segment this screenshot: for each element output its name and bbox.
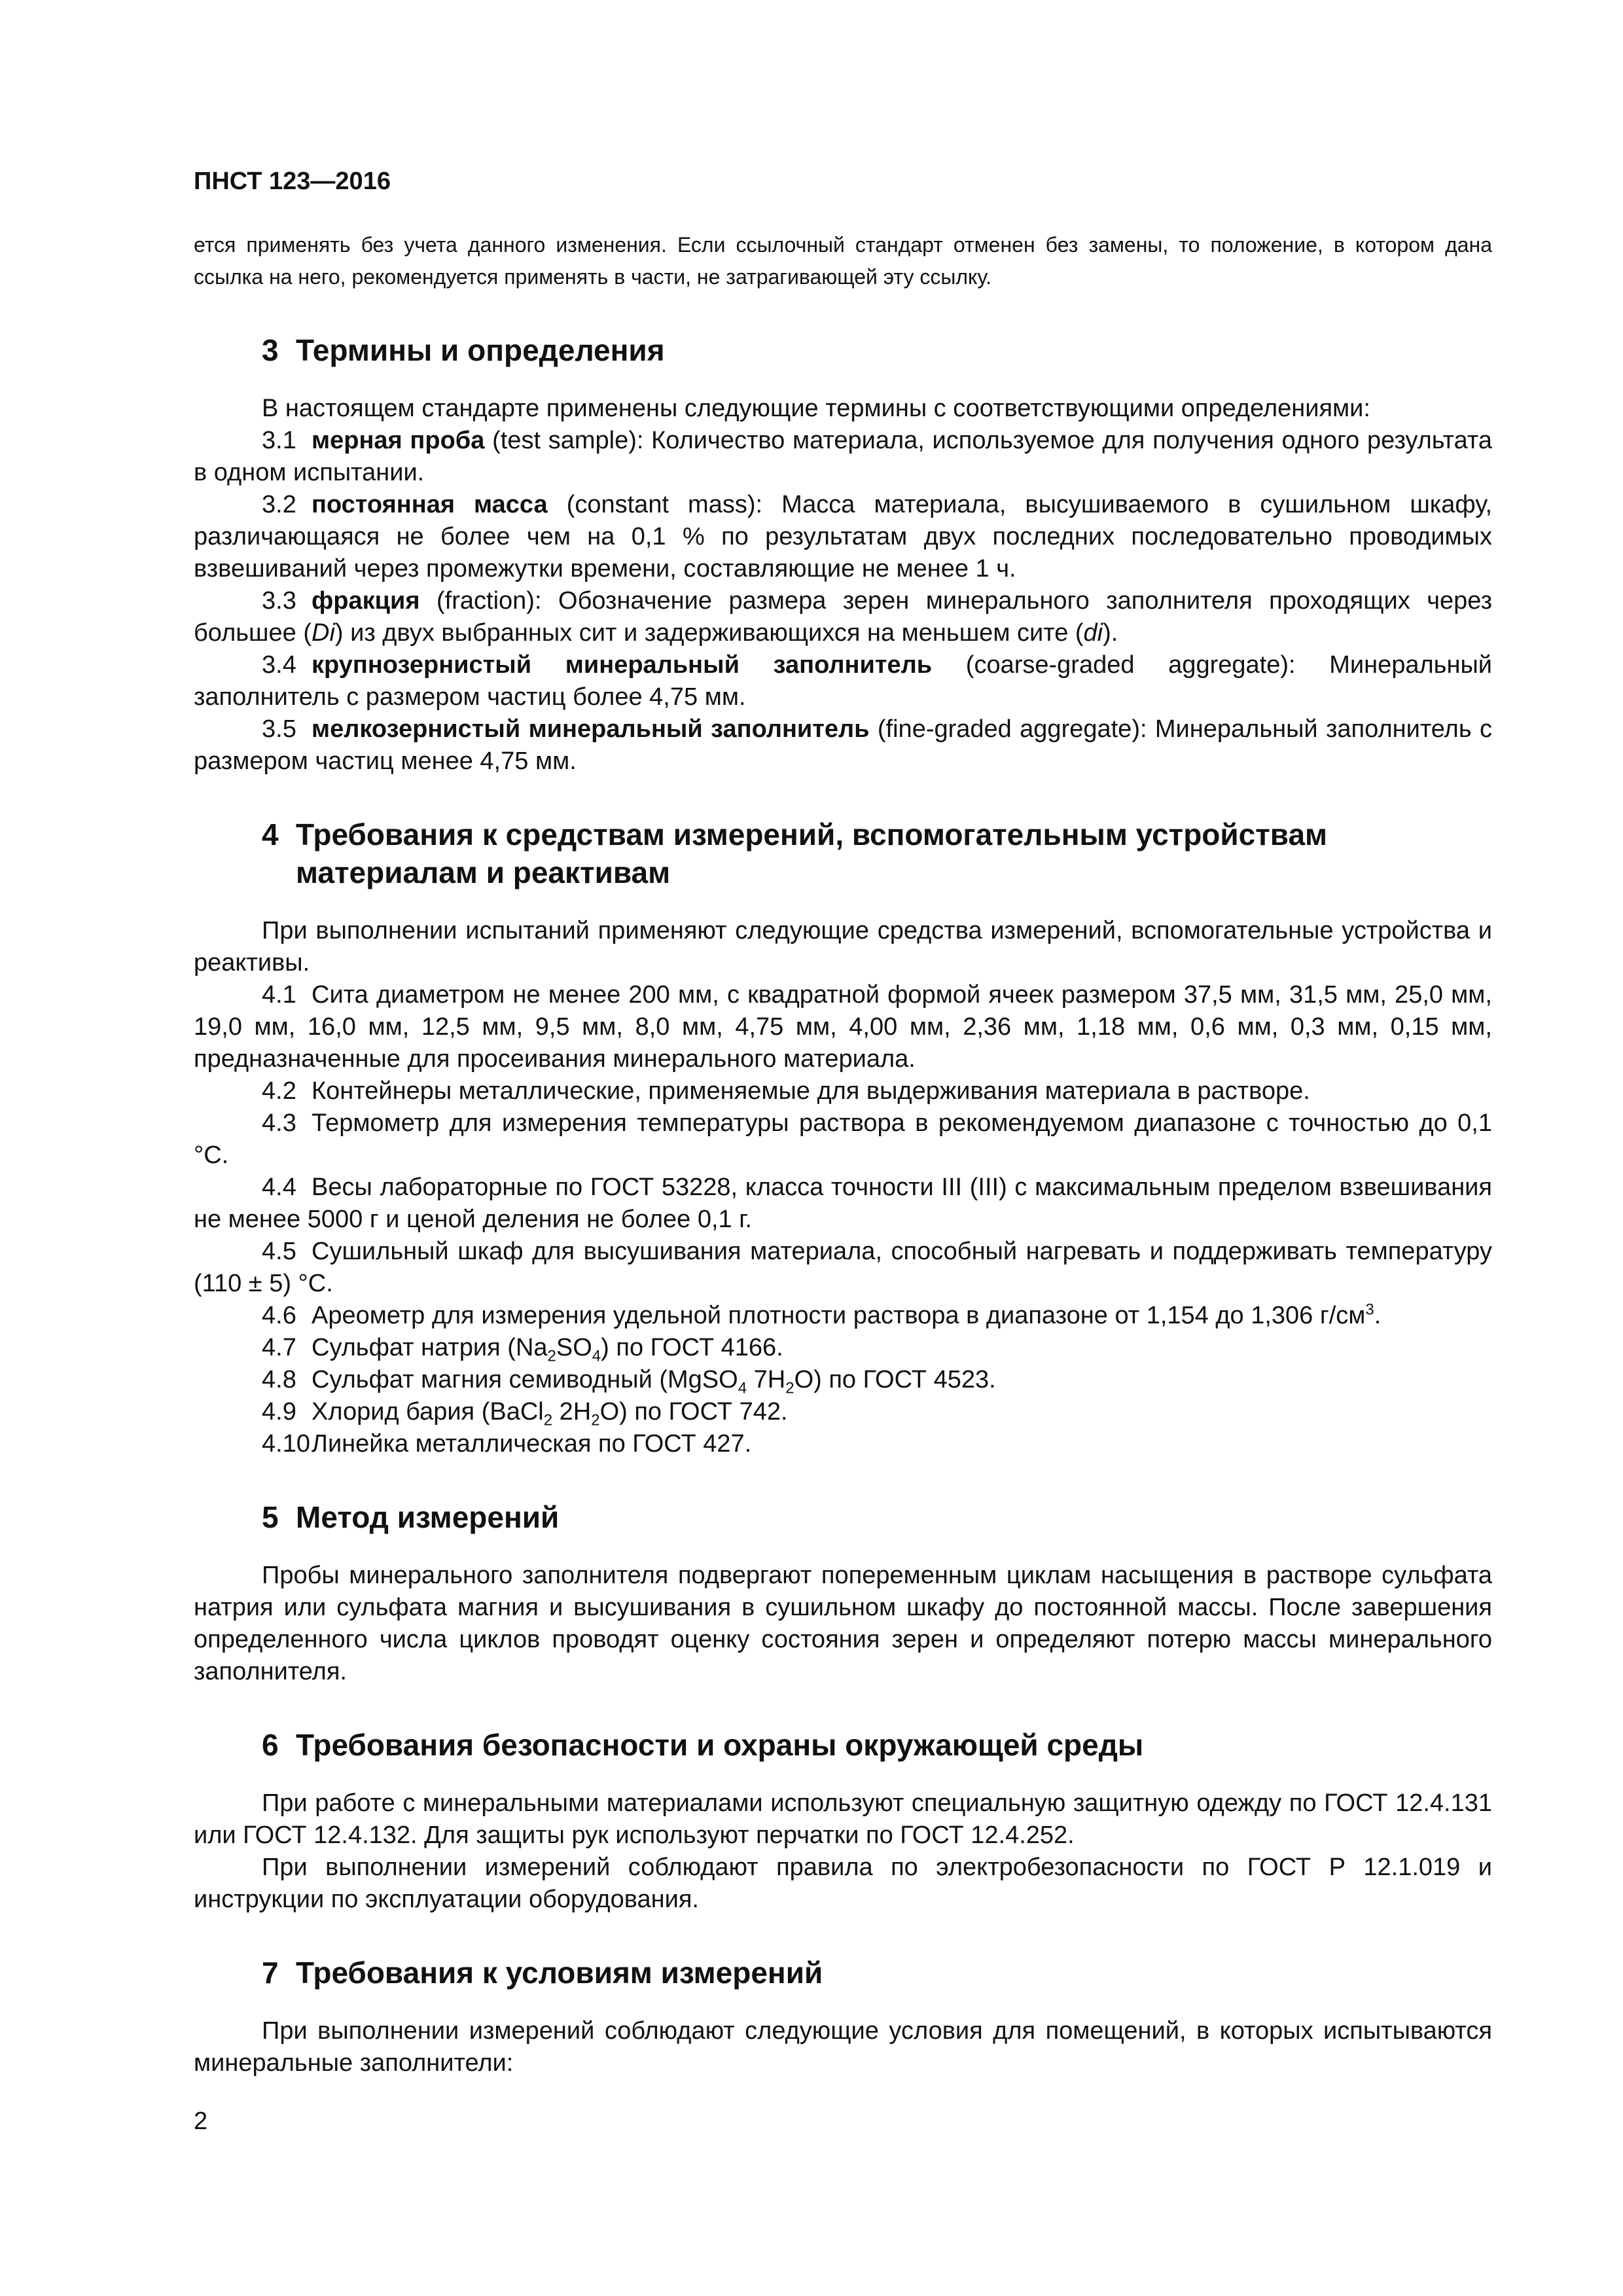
clause-4-1 <box>194 979 1492 1075</box>
clause-number: 4.9 <box>262 1398 296 1426</box>
document-code: ПНСТ 123—2016 <box>194 168 391 195</box>
clause-text: Хлорид бария (BaCl <box>312 1398 544 1426</box>
term-name: фракция <box>312 587 420 615</box>
clause-4-8 <box>194 1364 1492 1396</box>
section-5-text: Пробы минерального заполнителя подвергают попеременным циклам насыщения в растворе сульфата натрия или сульфата магния и высушивания в сушильном шкафу до постоянной массы. После завершения определенного числа циклов проводят оценку состояния зерен и определяют потерю массы минерального заполнителя. <box>194 1562 1492 1685</box>
section-number: 7 <box>262 1956 279 1990</box>
subscript: 2 <box>785 1379 794 1397</box>
clause-text: Термометр для измерения температуры раствора в рекомендуемом диапазоне с точностью до 0,1 °С. <box>194 1109 1492 1169</box>
clause-text: Сульфат магния семиводный (MgSO <box>312 1366 738 1393</box>
clause-number: 3.1 <box>262 427 296 454</box>
term-3-2 <box>194 489 1492 585</box>
clause-4-7 <box>194 1332 1492 1364</box>
clause-text-cont: 2H <box>552 1398 592 1426</box>
term-3-4 <box>194 649 1492 713</box>
section-number: 3 <box>262 333 279 367</box>
clause-text-end: . <box>1374 1302 1382 1329</box>
term-name: мелкозернистый минеральный заполнитель <box>312 715 870 743</box>
clause-number: 3.3 <box>262 587 296 615</box>
intro-paragraph: ется применять без учета данного изменения. Если ссылочный стандарт отменен без замены, то положение, в котором дана ссылка на него, рекомендуется применять в части, не затрагивающей эту ссылку. <box>194 233 1492 289</box>
section-4-lead: При выполнении испытаний применяют следующие средства измерений, вспомогательные устройства и реактивы. <box>194 917 1492 977</box>
term-3-5 <box>194 713 1492 778</box>
clause-number: 4.8 <box>262 1366 296 1393</box>
clause-number: 4.10 <box>262 1430 310 1458</box>
section-7-heading <box>194 1954 1492 1992</box>
section-6-heading <box>194 1726 1492 1764</box>
clause-4-6 <box>194 1300 1492 1332</box>
section-number: 6 <box>262 1728 279 1762</box>
section-3-heading <box>194 331 1492 369</box>
clause-text: Сита диаметром не менее 200 мм, с квадратной формой ячеек размером 37,5 мм, 31,5 мм, 25,0 мм, 19,0 мм, 16,0 мм, 12,5 мм, 9,5 мм, 8,0 мм, 4,75 мм, 4,00 мм, 2,36 мм, 1,18 мм, 0,6 мм, 0,3 мм, 0,15 мм, предназначенные для просеивания минерального материала. <box>194 981 1492 1073</box>
clause-number: 4.5 <box>262 1238 296 1265</box>
clause-number: 4.7 <box>262 1334 296 1361</box>
clause-text-end: O) по ГОСТ 742. <box>599 1398 788 1426</box>
variable-di-lower: di <box>1083 619 1103 647</box>
term-name: постоянная масса <box>312 491 548 518</box>
clause-4-10 <box>194 1428 1492 1460</box>
section-title: Требования безопасности и охраны окружающей среды <box>296 1728 1144 1762</box>
clause-text: Сульфат натрия (Na <box>312 1334 548 1361</box>
term-definition: (fine-graded aggregate): Минеральный заполнитель с размером частиц менее 4,75 мм. <box>194 715 1493 775</box>
section-title: Метод измерений <box>296 1500 560 1534</box>
clause-4-2 <box>194 1075 1492 1107</box>
section-6-text-1: При работе с минеральными материалами используют специальную защитную одежду по ГОСТ 12.4.131 или ГОСТ 12.4.132. Для защиты рук используют перчатки по ГОСТ 12.4.252. <box>194 1789 1492 1849</box>
term-definition: (constant mass): Масса материала, высушиваемого в сушильном шкафу, различающаяся не более чем на 0,1 % по результатам двух последних последовательно проводимых взвешиваний через промежутки времени, составляющие не менее 1 ч. <box>194 491 1492 583</box>
section-number: 4 <box>262 817 279 852</box>
clause-number: 4.3 <box>262 1109 296 1137</box>
section-4-heading <box>194 816 1492 891</box>
clause-number: 4.2 <box>262 1077 296 1105</box>
page-number: 2 <box>194 2108 208 2135</box>
clause-number: 4.4 <box>262 1174 296 1201</box>
section-6-text-2: При выполнении измерений соблюдают правила по электробезопасности по ГОСТ Р 12.1.019 и инструкции по эксплуатации оборудования. <box>194 1854 1492 1913</box>
subscript: 4 <box>592 1347 601 1365</box>
section-5-heading <box>194 1498 1492 1536</box>
clause-text-cont: SO <box>556 1334 592 1361</box>
section-title: Термины и определения <box>296 333 665 367</box>
clause-number: 4.1 <box>262 981 296 1009</box>
section-3-lead: В настоящем стандарте применены следующие термины с соответствующими определениями: <box>262 395 1370 422</box>
clause-4-9 <box>194 1396 1492 1428</box>
clause-number: 3.2 <box>262 491 296 518</box>
clause-4-4 <box>194 1172 1492 1236</box>
clause-text: Весы лабораторные по ГОСТ 53228, класса точности III (III) с максимальным пределом взвешивания не менее 5000 г и ценой деления не более 0,1 г. <box>194 1174 1492 1233</box>
subscript: 2 <box>543 1411 553 1429</box>
section-title: Требования к условиям измерений <box>296 1956 823 1990</box>
term-definition-end: ). <box>1103 619 1118 647</box>
superscript: 3 <box>1365 1300 1374 1319</box>
variable-di-upper: Di <box>312 619 335 647</box>
term-name: мерная проба <box>312 427 485 454</box>
section-title: Требования к средствам измерений, вспомогательным устройствам материалам и реактивам <box>296 817 1328 889</box>
section-number: 5 <box>262 1500 279 1534</box>
clause-text-end: O) по ГОСТ 4523. <box>794 1366 996 1393</box>
term-name: крупнозернистый минеральный заполнитель <box>312 651 933 679</box>
clause-text: Линейка металлическая по ГОСТ 427. <box>312 1430 752 1458</box>
term-definition: (fraction): Обозначение размера зерен минерального заполнителя проходящих через большее ( <box>194 587 1492 647</box>
clause-text: Контейнеры металлические, применяемые для выдерживания материала в растворе. <box>312 1077 1310 1105</box>
clause-text-end: ) по ГОСТ 4166. <box>601 1334 783 1361</box>
clause-text: Ареометр для измерения удельной плотности раствора в диапазоне от 1,154 до 1,306 г/см <box>312 1302 1366 1329</box>
subscript: 2 <box>591 1411 600 1429</box>
term-3-1 <box>194 425 1492 489</box>
term-3-3 <box>194 585 1492 649</box>
term-definition: (coarse-graded aggregate): Минеральный заполнитель с размером частиц более 4,75 мм. <box>194 651 1492 711</box>
term-definition: (test sample): Количество материала, используемое для получения одного результата в одном испытании. <box>194 427 1492 486</box>
clause-4-5 <box>194 1236 1492 1300</box>
subscript: 2 <box>547 1347 556 1365</box>
section-7-text: При выполнении измерений соблюдают следующие условия для помещений, в которых испытываются минеральные заполнители: <box>194 2017 1492 2077</box>
clause-number: 4.6 <box>262 1302 296 1329</box>
clause-number: 3.5 <box>262 715 296 743</box>
clause-4-3 <box>194 1107 1492 1172</box>
document-body <box>194 229 1492 2079</box>
clause-text-cont: 7H <box>747 1366 786 1393</box>
clause-text: Сушильный шкаф для высушивания материала, способный нагревать и поддерживать температуру (110 ± 5) °С. <box>194 1238 1492 1297</box>
term-definition-cont: ) из двух выбранных сит и задерживающихся на меньшем сите ( <box>334 619 1084 647</box>
clause-number: 3.4 <box>262 651 296 679</box>
subscript: 4 <box>738 1379 747 1397</box>
